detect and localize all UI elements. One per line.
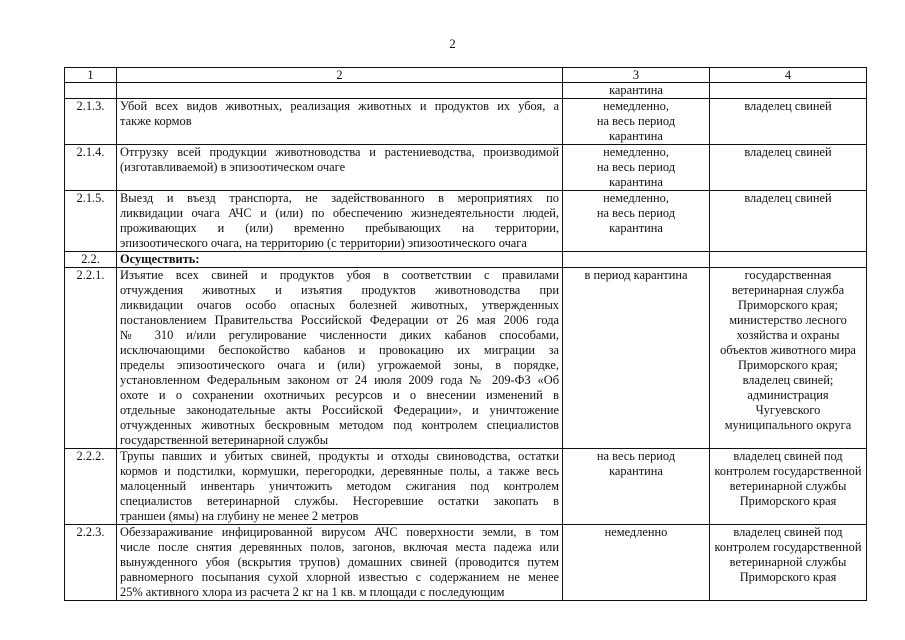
deadline-cell <box>563 268 710 449</box>
action-line: ликвидации очагов особо опасных болезней животных, утвержденных <box>120 298 559 312</box>
table-row <box>65 449 867 525</box>
table-row <box>65 191 867 252</box>
deadline-line: карантина <box>609 175 663 189</box>
action-cell <box>117 449 563 525</box>
action-line: Выезд и въезд транспорта, не задействованного в мероприятиях по <box>120 191 559 205</box>
item-number-cell <box>65 83 117 99</box>
action-line: также кормов <box>120 114 192 128</box>
responsible-line: владелец свиней <box>744 191 832 205</box>
action-line: траншеи (ямы) на глубину не менее 2 метров <box>120 509 359 523</box>
responsible-cell <box>710 449 867 525</box>
action-line: пределы эпизоотического очага и (или) угрожаемой зоны, в порядке, <box>120 358 559 372</box>
deadline-cell <box>563 191 710 252</box>
responsible-line: ветеринарная служба <box>731 283 845 297</box>
page-number: 2 <box>449 36 456 51</box>
responsible-line: контролем государственной <box>714 540 862 554</box>
action-cell <box>117 83 563 99</box>
action-line: (изготавливаемой) в эпизоотическом очаге <box>120 160 346 174</box>
deadline-line: карантина <box>609 129 663 143</box>
action-line: числе после снятия деревянных полов, загонов, включая места падежа или <box>120 540 559 554</box>
deadline-line: на весь период <box>596 114 676 128</box>
item-number-cell: 2.2.2. <box>65 449 117 525</box>
deadline-line: на весь период <box>596 206 676 220</box>
responsible-line: владелец свиней под <box>733 525 843 539</box>
responsible-cell <box>710 83 867 99</box>
deadline-cell <box>563 449 710 525</box>
action-line: малоценный инвентарь уничтожить методом сжигания под контролем <box>120 479 559 493</box>
responsible-line: владелец свиней под <box>733 449 843 463</box>
deadline-cell <box>563 252 710 268</box>
responsible-cell <box>710 525 867 601</box>
measures-table <box>64 67 867 601</box>
item-number-cell: 2.2.1. <box>65 268 117 449</box>
action-line: ликвидации очага АЧС и (или) по обеспечению жизнедеятельности людей, <box>120 206 559 220</box>
responsible-line: ветеринарной службы <box>729 479 847 493</box>
column-header: 1 <box>65 68 117 83</box>
deadline-line: немедленно, <box>603 145 669 159</box>
action-line: Убой всех видов животных, реализация животных и продуктов их убоя, а <box>120 99 559 113</box>
responsible-line: ветеринарной службы <box>729 555 847 569</box>
action-line: 25% активного хлора из расчета 2 кг на 1 кв. м площади с последующим <box>120 585 505 599</box>
action-line: исключающими беспокойство кабанов и провокацию их миграции за <box>120 343 559 357</box>
table-row <box>65 145 867 191</box>
responsible-cell <box>710 145 867 191</box>
item-number-cell: 2.1.4. <box>65 145 117 191</box>
action-cell <box>117 145 563 191</box>
responsible-line: Чугуевского <box>755 403 821 417</box>
action-line: проживающих и (или) временно пребывающих на территории, <box>120 221 559 235</box>
responsible-cell <box>710 268 867 449</box>
deadline-line: немедленно, <box>603 191 669 205</box>
deadline-line: карантина <box>609 464 663 478</box>
action-line: государственной ветеринарной службы <box>120 433 329 447</box>
item-number-cell: 2.1.5. <box>65 191 117 252</box>
column-header: 4 <box>710 68 867 83</box>
action-line: постановлением Правительства Российской Федерации от 26 мая 2006 года <box>120 313 559 327</box>
responsible-line: Приморского края; <box>737 298 838 312</box>
responsible-line: владелец свиней <box>744 99 832 113</box>
action-line: Изъятие всех свиней и продуктов убоя в соответствии с правилами <box>120 268 559 282</box>
deadline-cell <box>563 99 710 145</box>
responsible-line: Приморского края <box>739 494 837 508</box>
item-number-cell: 2.1.3. <box>65 99 117 145</box>
action-cell <box>117 268 563 449</box>
action-line: специалистов ветеринарной службы. Несгоревшие остатки закопать в <box>120 494 559 508</box>
section-row <box>65 252 867 268</box>
action-line: установленном Федеральным законом от 24 июля 2009 года № 209-ФЗ «Об <box>120 373 559 387</box>
action-line: вынужденного убоя (вскрытия трупов) домашних свиней (проводится путем <box>120 555 559 569</box>
action-line: равномерного посыпания сухой хлорной известью с содержанием не менее <box>120 570 559 584</box>
responsible-cell <box>710 252 867 268</box>
responsible-line: министерство лесного <box>729 313 847 327</box>
action-line: отчужденных животных бескровным методом под контролем специалистов <box>120 418 559 432</box>
table-row <box>65 99 867 145</box>
action-line: эпизоотического очага, на территорию (с территории) эпизоотического очага <box>120 236 527 250</box>
action-line: Трупы павших и убитых свиней, продукты и отходы свиноводства, остатки <box>120 449 559 463</box>
deadline-cell <box>563 145 710 191</box>
deadline-cell: карантина <box>563 83 710 99</box>
responsible-line: администрация <box>747 388 829 402</box>
responsible-line: Приморского края; <box>737 358 838 372</box>
responsible-cell <box>710 99 867 145</box>
action-line: отчуждения животных и изъятия продуктов животноводства при <box>120 283 559 297</box>
responsible-line: муниципального округа <box>724 418 852 432</box>
action-line: охоте и о сохранении охотничьих ресурсов и о внесении изменений в <box>120 388 559 402</box>
responsible-line: хозяйства и охраны <box>736 328 840 342</box>
table-row-continued <box>65 83 867 99</box>
deadline-line: немедленно, <box>603 99 669 113</box>
section-title: Осуществить: <box>117 252 563 268</box>
action-line: отдельные законодательные акты Российской Федерации», и уничтожение <box>120 403 559 417</box>
responsible-line: владелец свиней <box>744 145 832 159</box>
action-cell <box>117 99 563 145</box>
responsible-line: объектов животного мира <box>720 343 856 357</box>
action-line: Отгрузку всей продукции животноводства и растениеводства, производимой <box>120 145 559 159</box>
action-line: Обеззараживание инфицированной вирусом АЧС поверхности земли, в том <box>120 525 559 539</box>
action-cell <box>117 525 563 601</box>
deadline-line: в период карантина <box>584 268 688 282</box>
responsible-line: государственная <box>744 268 832 282</box>
table-row <box>65 268 867 449</box>
deadline-line: на весь период <box>596 449 676 463</box>
responsible-line: Приморского края <box>739 570 837 584</box>
action-line: № 310 и/или регулирование численности диких кабанов способами, <box>120 328 559 342</box>
item-number-cell: 2.2.3. <box>65 525 117 601</box>
action-cell <box>117 191 563 252</box>
column-header: 2 <box>117 68 563 83</box>
responsible-cell <box>710 191 867 252</box>
deadline-line: немедленно <box>604 525 668 539</box>
table-header-row <box>65 68 867 83</box>
table-row <box>65 525 867 601</box>
column-header: 3 <box>563 68 710 83</box>
action-line: кормов и подстилки, кормушки, перегородки, деревянные полы, а также весь <box>120 464 559 478</box>
deadline-line: карантина <box>609 221 663 235</box>
responsible-line: владелец свиней; <box>742 373 834 387</box>
deadline-cell <box>563 525 710 601</box>
responsible-line: контролем государственной <box>714 464 862 478</box>
section-number: 2.2. <box>65 252 117 268</box>
deadline-line: на весь период <box>596 160 676 174</box>
